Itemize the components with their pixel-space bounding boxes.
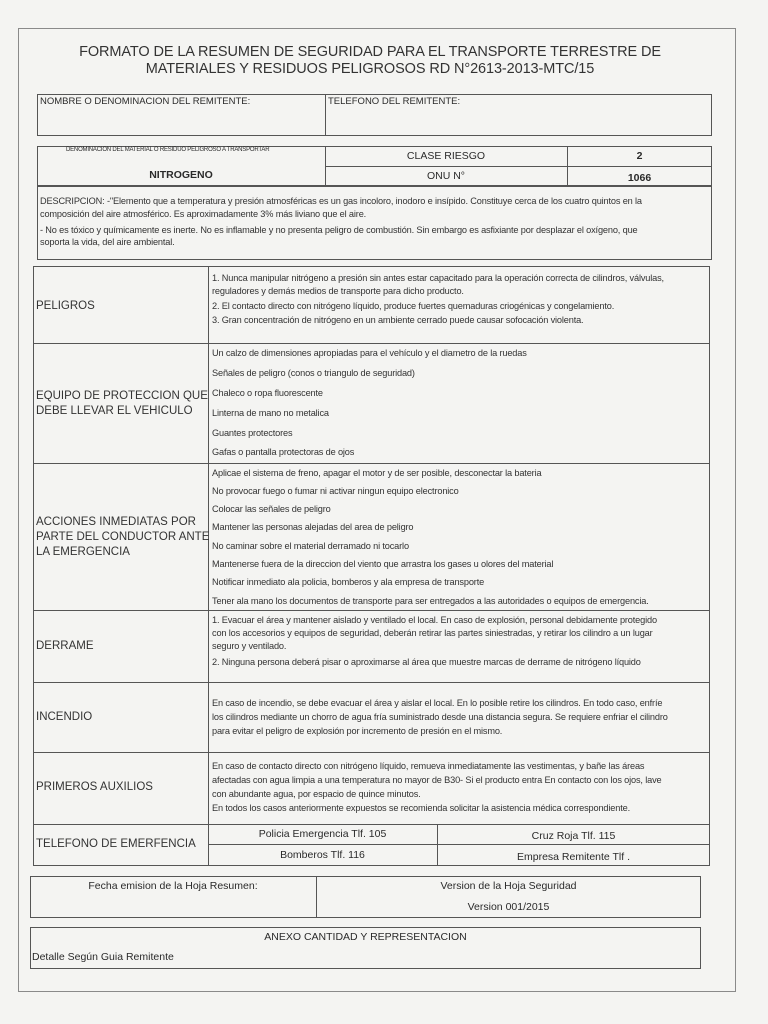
equipo-label: DEBE LLEVAR EL VEHICULO (36, 405, 193, 417)
derrame-line: 2. Ninguna persona deberá pisar o aproximarse al área que muestre marcas de derrame de nitrógeno líquido (212, 657, 641, 667)
description-line: DESCRIPCION: -"Elemento que a temperatura y presión atmosféricas es un gas incoloro, inodoro e insípido. Constituye cerca de los cuatro quintos en la (40, 196, 642, 206)
auxilios-line: En todos los casos anteriormente expuestos se recomienda solicitar la asistencia médica correspondiente. (212, 803, 630, 813)
description-line: soporta la vida, del aire ambiental. (40, 237, 175, 247)
equipo-item: Chaleco o ropa fluorescente (212, 388, 323, 398)
peligros-label: PELIGROS (36, 300, 95, 312)
acciones-item: No provocar fuego o fumar ni activar ningun equipo electronico (212, 486, 459, 496)
peligros-line: 2. El contacto directo con nitrógeno líquido, produce fuertes quemaduras criogénicas y congelamiento. (212, 301, 615, 311)
risk-class-value: 2 (636, 150, 643, 162)
equipo-item: Guantes protectores (212, 428, 293, 438)
material-name: NITROGENO (149, 169, 213, 181)
anexo-title: ANEXO CANTIDAD Y REPRESENTACION (264, 931, 467, 943)
equipo-item: Señales de peligro (conos o triangulo de seguridad) (212, 368, 415, 378)
onu-value: 1066 (627, 172, 652, 184)
incendio-label: INCENDIO (36, 711, 93, 723)
cruz-roja-phone: Cruz Roja Tlf. 115 (531, 830, 616, 842)
document-title: FORMATO DE LA RESUMEN DE SEGURIDAD PARA EL TRANSPORTE TERRESTRE DE MATERIALES Y RESIDUOS PELIGROSOS RD N°2613-2013-MTC/15 (79, 44, 661, 77)
description-line: composición del aire atmosférico. Es aproximadamente 3% más liviano que el aire. (40, 209, 367, 219)
auxilios-label: PRIMEROS AUXILIOS (36, 781, 153, 793)
anexo-detail: Detalle Según Guia Remitente (32, 951, 174, 963)
equipo-label: EQUIPO DE PROTECCION QUE (36, 390, 208, 402)
incendio-line: para evitar el peligro de explosión por incremento de presión en el mismo. (212, 726, 503, 736)
bomberos-phone: Bomberos Tlf. 116 (280, 849, 365, 861)
equipo-item: Gafas o pantalla protectoras de ojos (212, 447, 355, 457)
equipo-item: Linterna de mano no metalica (212, 408, 329, 418)
acciones-item: Notificar inmediato ala policia, bomberos y ala empresa de transporte (212, 577, 485, 587)
derrame-line: con los accesorios y equipos de seguridad, deberán retirar las partes siniestradas, y retirar los cilindro a un lugar (212, 628, 653, 638)
auxilios-line: afectadas con agua limpia a una temperatura no mayor de B30- Si el producto entra En contacto con los ojos, lave (212, 775, 662, 785)
peligros-line: 1. Nunca manipular nitrógeno a presión sin antes estar capacitado para la operación correcta de cilindros, válvulas, (212, 273, 664, 283)
derrame-label: DERRAME (36, 640, 94, 652)
acciones-item: Mantenerse fuera de la direccion del viento que arrastra los gases u olores del material (212, 559, 554, 569)
description-line: - No es tóxico y químicamente es inerte. No es inflamable y no presenta peligro de combustión. Sin embargo es asfixiante por desplazar el oxígeno, que (40, 225, 638, 235)
sender-name-label: NOMBRE O DENOMINACION DEL REMITENTE: (40, 96, 251, 107)
fecha-label: Fecha emision de la Hoja Resumen: (88, 880, 258, 892)
risk-class-label: CLASE RIESGO (406, 150, 486, 162)
version-value: Version 001/2015 (467, 901, 550, 913)
peligros-line: reguladores y demás medios de transporte para dicho producto. (212, 286, 464, 296)
auxilios-line: con abundante agua, por espacio de quince minutos. (212, 789, 421, 799)
acciones-item: Colocar las señales de peligro (212, 504, 331, 514)
incendio-line: En caso de incendio, se debe evacuar el área y aislar el local. En lo posible retire los cilindros. En todo caso, enfríe (212, 698, 663, 708)
version-label: Version de la Hoja Seguridad (440, 880, 577, 892)
telefono-label: TELEFONO DE EMERFENCIA (36, 838, 196, 850)
acciones-item: Mantener las personas alejadas del area de peligro (212, 522, 414, 532)
auxilios-line: En caso de contacto directo con nitrógeno líquido, remueva inmediatamente las vestimentas, y bañe las áreas (212, 761, 645, 771)
sender-phone-label: TELEFONO DEL REMITENTE: (328, 96, 461, 107)
acciones-label: ACCIONES INMEDIATAS POR (36, 516, 196, 528)
derrame-line: seguro y ventilado. (212, 641, 287, 651)
material-header-label: DENOMINACION DEL MATERIAL O RESIDUO PELIGROSO A TRANSPORTAR (66, 147, 270, 153)
incendio-line: los cilindros mediante un chorro de agua fría suministrado desde una distancia segura. Se requiere enfriar el cilindro (212, 712, 668, 722)
acciones-item: Tener ala mano los documentos de transporte para ser entregados a las autoridades o equipos de emergencia. (212, 596, 649, 606)
acciones-item: Aplicae el sistema de freno, apagar el motor y de ser posible, desconectar la bateria (212, 468, 542, 478)
acciones-label: LA EMERGENCIA (36, 546, 130, 558)
derrame-line: 1. Evacuar el área y mantener aislado y ventilado el local. En caso de explosión, personal debidamente protegido (212, 615, 657, 625)
peligros-line: 3. Gran concentración de nitrógeno en un ambiente cerrado puede causar sofocación violenta. (212, 315, 584, 325)
onu-label: ONU N° (426, 170, 466, 182)
acciones-label: PARTE DEL CONDUCTOR ANTE (36, 531, 210, 543)
acciones-item: No caminar sobre el material derramado ni tocarlo (212, 541, 409, 551)
empresa-phone: Empresa Remitente Tlf . (516, 851, 630, 863)
policia-phone: Policia Emergencia Tlf. 105 (258, 828, 387, 840)
equipo-item: Un calzo de dimensiones apropiadas para el vehículo y el diametro de la ruedas (212, 348, 527, 358)
